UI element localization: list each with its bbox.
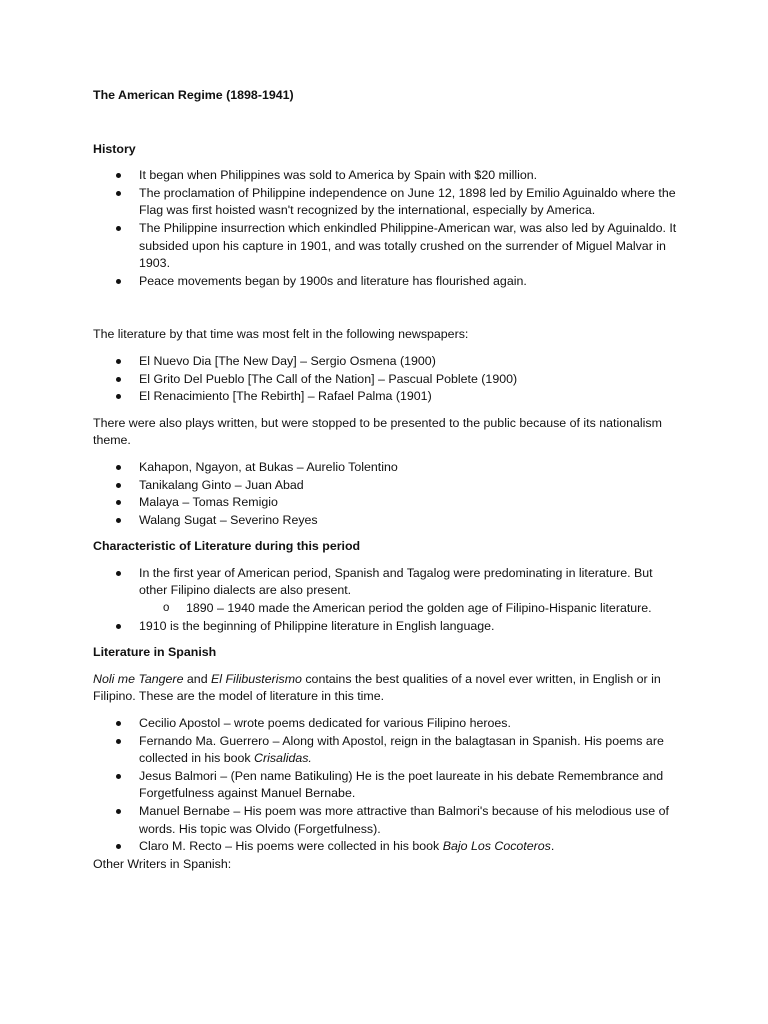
newspapers-intro: The literature by that time was most felt in the following newspapers: [93, 327, 469, 342]
list-item: The Philippine insurrection which enkindled Philippine-American war, was also led by Aguinaldo. It subsided upon his capture in 1901, and was totally crushed on the surrender of Miguel Malvar in 1903. [93, 220, 683, 273]
list-item: Cecilio Apostol – wrote poems dedicated for various Filipino heroes. [93, 715, 683, 733]
list-item [93, 733, 683, 768]
spanish-intro [93, 671, 683, 706]
list-item: Malaya – Tomas Remigio [93, 494, 683, 512]
list-item: The proclamation of Philippine independence on June 12, 1898 led by Emilio Aguinaldo where the Flag was first hoisted wasn't recognized by the international, especially by America. [93, 185, 683, 220]
intro-connector: and [183, 671, 212, 686]
list-item: 1910 is the beginning of Philippine literature in English language. [93, 618, 683, 636]
list-item [93, 838, 683, 856]
list-item: Tanikalang Ginto – Juan Abad [93, 477, 683, 495]
characteristic-heading: Characteristic of Literature during this period [93, 539, 361, 554]
list-item: El Nuevo Dia [The New Day] – Sergio Osmena (1900) [93, 353, 683, 371]
intro-text: contains the best qualities of a novel ever written, in English or in Filipino. These are the model of literature in this time. [93, 671, 661, 704]
list-item: Peace movements began by 1900s and literature has flourished again. [93, 273, 683, 291]
book-title: Noli me Tangere [93, 671, 184, 686]
item-text: Claro M. Recto – His poems were collected in his book [139, 839, 443, 854]
other-writers-label: Other Writers in Spanish: [93, 856, 232, 871]
book-title: El Filibusterismo [211, 671, 302, 686]
history-heading: History [93, 141, 136, 156]
list-item: Manuel Bernabe – His poem was more attractive than Balmori's because of his melodious use of words. His topic was Olvido (Forgetfulness). [93, 803, 683, 838]
item-text: Fernando Ma. Guerrero – Along with Apostol, reign in the balagtasan in Spanish. His poems are collected in his book [139, 733, 664, 766]
list-item: It began when Philippines was sold to America by Spain with $20 million. [93, 167, 683, 185]
document-page [93, 87, 683, 873]
list-item: El Grito Del Pueblo [The Call of the Nation] – Pascual Poblete (1900) [93, 371, 683, 389]
plays-intro: There were also plays written, but were stopped to be presented to the public because of its nationalism theme. [93, 415, 662, 448]
list-item: Jesus Balmori – (Pen name Batikuling) He is the poet laureate in his debate Remembrance and Forgetfulness against Manuel Bernabe. [93, 768, 683, 803]
list-item: Kahapon, Ngayon, at Bukas – Aurelio Tolentino [93, 459, 683, 477]
document-title: The American Regime (1898-1941) [93, 88, 294, 102]
item-text-end: . [550, 839, 555, 854]
sub-list-item: o 1890 – 1940 made the American period the golden age of Filipino-Hispanic literature. [93, 600, 683, 618]
list-item: Walang Sugat – Severino Reyes [93, 512, 683, 530]
book-title: Crisalidas. [254, 751, 312, 766]
list-item: El Renacimiento [The Rebirth] – Rafael Palma (1901) [93, 388, 683, 406]
history-list [93, 167, 683, 290]
book-title: Bajo Los Cocoteros [442, 839, 551, 854]
spanish-writers-list [93, 715, 683, 856]
spanish-heading: Literature in Spanish [93, 645, 217, 660]
plays-list [93, 459, 683, 529]
list-item: In the first year of American period, Spanish and Tagalog were predominating in literature. But other Filipino dialects are also present. [93, 565, 683, 600]
characteristic-list [93, 565, 683, 635]
newspapers-list [93, 353, 683, 406]
